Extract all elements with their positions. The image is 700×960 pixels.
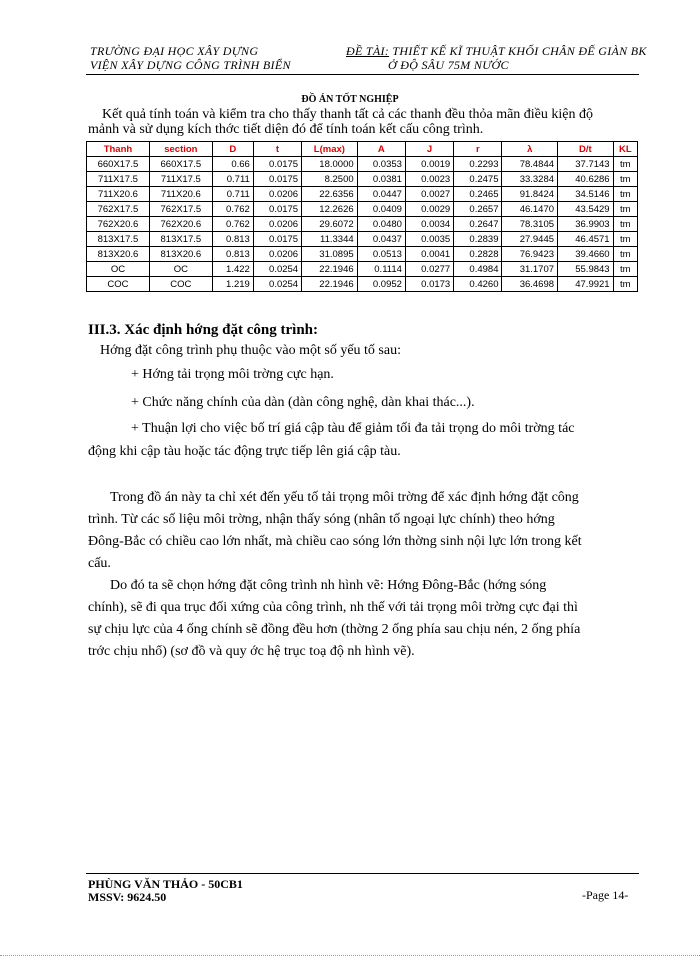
- bullet-line: động khi cập tàu hoặc tác động trực tiếp lên giá cập tàu.: [88, 444, 401, 459]
- table-header-cell: L(max): [302, 142, 358, 157]
- table-cell: 0.0254: [253, 262, 301, 277]
- table-cell: 0.0513: [357, 247, 405, 262]
- table-cell: 0.4260: [454, 277, 502, 292]
- table-header-cell: D: [212, 142, 253, 157]
- bullet-item: + Hớng tải trọng môi trờng cực hạn.: [131, 367, 334, 382]
- table-cell: 0.0254: [253, 277, 301, 292]
- table-cell: 31.1707: [502, 262, 558, 277]
- table-cell: 0.0023: [405, 172, 453, 187]
- table-cell: 813X20.6: [149, 247, 212, 262]
- table-cell: 0.2465: [454, 187, 502, 202]
- table-cell: 0.2828: [454, 247, 502, 262]
- intro-paragraph: [88, 108, 642, 137]
- intro-line: mảnh và sử dụng kích thớc tiết diện đó để tính toán kết cấu công trình.: [88, 121, 484, 137]
- header-topic: [346, 44, 647, 72]
- table-cell: tm: [613, 247, 637, 262]
- footer-divider: [86, 873, 639, 874]
- table-header-cell: J: [405, 142, 453, 157]
- table-cell: 0.0480: [357, 217, 405, 232]
- table-cell: 0.0175: [253, 232, 301, 247]
- paragraph-line: cấu.: [88, 556, 111, 571]
- table-cell: 0.711: [212, 187, 253, 202]
- table-cell: COC: [149, 277, 212, 292]
- table-cell: 762X17.5: [149, 202, 212, 217]
- header-university: TRƯỜNG ĐẠI HỌC XÂY DỰNG: [90, 44, 259, 58]
- table-cell: 0.762: [212, 202, 253, 217]
- page-number: -Page 14-: [582, 888, 629, 902]
- table-cell: 46.1470: [502, 202, 558, 217]
- table-cell: 31.0895: [302, 247, 358, 262]
- table-header-cell: λ: [502, 142, 558, 157]
- table-cell: 711X20.6: [87, 187, 150, 202]
- table-cell: 0.0034: [405, 217, 453, 232]
- table-cell: 39.4660: [558, 247, 614, 262]
- table-header-cell: section: [149, 142, 212, 157]
- table-cell: 18.0000: [302, 157, 358, 172]
- table-cell: 0.0173: [405, 277, 453, 292]
- header-topic-line1: [346, 44, 647, 58]
- table-cell: tm: [613, 262, 637, 277]
- table-cell: OC: [87, 262, 150, 277]
- paragraph-orientation-choice: [88, 575, 642, 663]
- table-cell: 47.9921: [558, 277, 614, 292]
- paragraph-line: sự chịu lực của 4 ống chính sẽ đồng đều hơn (thờng 2 ống phía sau chịu nén, 2 ống phía: [88, 622, 581, 637]
- table-cell: tm: [613, 277, 637, 292]
- table-cell: 660X17.5: [149, 157, 212, 172]
- paragraph-line: trớc chịu nhổ) (sơ đồ và quy ớc hệ trục toạ độ nh hình vẽ).: [88, 644, 415, 659]
- table-cell: 0.0035: [405, 232, 453, 247]
- table-header-cell: Thanh: [87, 142, 150, 157]
- paragraph-line: Đông-Bắc có chiều cao lớn nhất, mà chiều cao sóng lớn thờng sinh nội lực lớn trong kết: [88, 534, 582, 549]
- table-cell: tm: [613, 217, 637, 232]
- table-cell: 0.0437: [357, 232, 405, 247]
- table-cell: 0.0409: [357, 202, 405, 217]
- table-row: [87, 157, 638, 172]
- section-heading: III.3. Xác định hớng đặt công trình:: [88, 322, 319, 338]
- table-cell: 0.0175: [253, 157, 301, 172]
- table-row: [87, 187, 638, 202]
- footer-author-name: PHÙNG VĂN THẢO - 50CB1: [88, 877, 243, 891]
- table-cell: tm: [613, 232, 637, 247]
- table-header-cell: A: [357, 142, 405, 157]
- table-cell: 0.0206: [253, 187, 301, 202]
- table-cell: 1.219: [212, 277, 253, 292]
- table-cell: 0.813: [212, 247, 253, 262]
- table-cell: 78.3105: [502, 217, 558, 232]
- section-lead: Hớng đặt công trình phụ thuộc vào một số yếu tố sau:: [100, 343, 401, 358]
- table-row: [87, 262, 638, 277]
- table-cell: tm: [613, 172, 637, 187]
- table-row: [87, 277, 638, 292]
- table-cell: 0.0381: [357, 172, 405, 187]
- table-cell: 33.3284: [502, 172, 558, 187]
- header-institute: VIỆN XÂY DỰNG CÔNG TRÌNH BIỂN: [90, 58, 291, 72]
- bullet-item: [88, 417, 642, 463]
- header-institution: [90, 44, 291, 72]
- table-cell: 813X17.5: [87, 232, 150, 247]
- paragraph-line: Trong đồ án này ta chỉ xét đến yếu tố tải trọng môi trờng để xác định hớng đặt công: [110, 490, 579, 505]
- footer-author: [88, 878, 243, 904]
- header-topic-text: THIẾT KẾ KĨ THUẬT KHỐI CHÂN ĐẾ GIÀN BK: [389, 44, 647, 58]
- page-edge: [0, 955, 700, 956]
- table-cell: 37.7143: [558, 157, 614, 172]
- table-cell: 0.0952: [357, 277, 405, 292]
- table-row: [87, 202, 638, 217]
- table-cell: 813X20.6: [87, 247, 150, 262]
- table-cell: 91.8424: [502, 187, 558, 202]
- table-cell: 0.0206: [253, 217, 301, 232]
- table-header-cell: KL: [613, 142, 637, 157]
- table-cell: 813X17.5: [149, 232, 212, 247]
- table-cell: 0.0041: [405, 247, 453, 262]
- table-cell: 1.422: [212, 262, 253, 277]
- document-title: ĐỒ ÁN TỐT NGHIỆP: [301, 94, 399, 105]
- header-divider: [86, 74, 639, 75]
- table-cell: 711X17.5: [149, 172, 212, 187]
- table-cell: 660X17.5: [87, 157, 150, 172]
- table-cell: 0.0019: [405, 157, 453, 172]
- table-cell: 76.9423: [502, 247, 558, 262]
- table-cell: 711X17.5: [87, 172, 150, 187]
- paragraph-wave-direction: [88, 487, 642, 575]
- table-header-cell: r: [454, 142, 502, 157]
- table-cell: 36.9903: [558, 217, 614, 232]
- table-cell: 55.9843: [558, 262, 614, 277]
- table-header-cell: t: [253, 142, 301, 157]
- table-cell: 40.6286: [558, 172, 614, 187]
- table-cell: 11.3344: [302, 232, 358, 247]
- footer-student-id: MSSV: 9624.50: [88, 890, 167, 904]
- table-cell: 0.0029: [405, 202, 453, 217]
- table-cell: 0.2657: [454, 202, 502, 217]
- table-cell: 36.4698: [502, 277, 558, 292]
- table-body: [87, 157, 638, 292]
- bullet-line: + Thuận lợi cho việc bố trí giá cập tàu để giảm tối đa tải trọng do môi trờng tác: [131, 421, 575, 436]
- table-cell: 0.0027: [405, 187, 453, 202]
- table-cell: 0.711: [212, 172, 253, 187]
- table-cell: tm: [613, 202, 637, 217]
- table-cell: 43.5429: [558, 202, 614, 217]
- table-cell: 0.2293: [454, 157, 502, 172]
- table-header-row: [87, 142, 638, 157]
- table-row: [87, 172, 638, 187]
- table-cell: 78.4844: [502, 157, 558, 172]
- table-cell: 762X17.5: [87, 202, 150, 217]
- table-cell: tm: [613, 157, 637, 172]
- table-cell: 0.0447: [357, 187, 405, 202]
- table-cell: 34.5146: [558, 187, 614, 202]
- bullet-item: + Chức năng chính của dàn (dàn công nghệ, dàn khai thác...).: [131, 395, 475, 410]
- table-cell: 0.2647: [454, 217, 502, 232]
- table-cell: OC: [149, 262, 212, 277]
- table-row: [87, 247, 638, 262]
- table-cell: 0.0175: [253, 202, 301, 217]
- table-header-cell: D/t: [558, 142, 614, 157]
- table-cell: 22.1946: [302, 277, 358, 292]
- table-cell: 46.4571: [558, 232, 614, 247]
- table-row: [87, 217, 638, 232]
- table-cell: 0.2839: [454, 232, 502, 247]
- paragraph-line: Do đó ta sẽ chọn hớng đặt công trình nh hình vẽ: Hớng Đông-Bắc (hớng sóng: [110, 578, 547, 593]
- table-cell: 0.66: [212, 157, 253, 172]
- paragraph-line: chính), sẽ đi qua trục đối xứng của công trình, nh thế với tải trọng môi trờng cực đại thì: [88, 600, 578, 615]
- table-cell: 0.813: [212, 232, 253, 247]
- table-cell: 0.0277: [405, 262, 453, 277]
- header-topic-label: ĐỀ TÀI:: [346, 44, 390, 58]
- table-row: [87, 232, 638, 247]
- table-cell: 22.1946: [302, 262, 358, 277]
- table-cell: 762X20.6: [149, 217, 212, 232]
- member-check-table: [86, 141, 638, 292]
- header-topic-line2: Ở ĐỘ SÂU 75M NƯỚC: [388, 58, 509, 72]
- table-cell: 762X20.6: [87, 217, 150, 232]
- table-cell: 0.0353: [357, 157, 405, 172]
- table-cell: 0.762: [212, 217, 253, 232]
- table-cell: 29.6072: [302, 217, 358, 232]
- paragraph-line: trình. Từ các số liệu môi trờng, nhận thấy sóng (nhân tố ngoại lực chính) theo hớng: [88, 512, 555, 527]
- intro-line: Kết quả tính toán và kiểm tra cho thấy thanh tất cả các thanh đều thỏa mãn điều kiện độ: [102, 107, 593, 122]
- table-cell: 0.2475: [454, 172, 502, 187]
- table-cell: 0.4984: [454, 262, 502, 277]
- table-cell: 12.2626: [302, 202, 358, 217]
- table-cell: 22.6356: [302, 187, 358, 202]
- table-cell: 0.1114: [357, 262, 405, 277]
- table-cell: tm: [613, 187, 637, 202]
- table-cell: 0.0175: [253, 172, 301, 187]
- table-cell: 0.0206: [253, 247, 301, 262]
- table-cell: 27.9445: [502, 232, 558, 247]
- table-cell: 8.2500: [302, 172, 358, 187]
- table-cell: 711X20.6: [149, 187, 212, 202]
- table-cell: COC: [87, 277, 150, 292]
